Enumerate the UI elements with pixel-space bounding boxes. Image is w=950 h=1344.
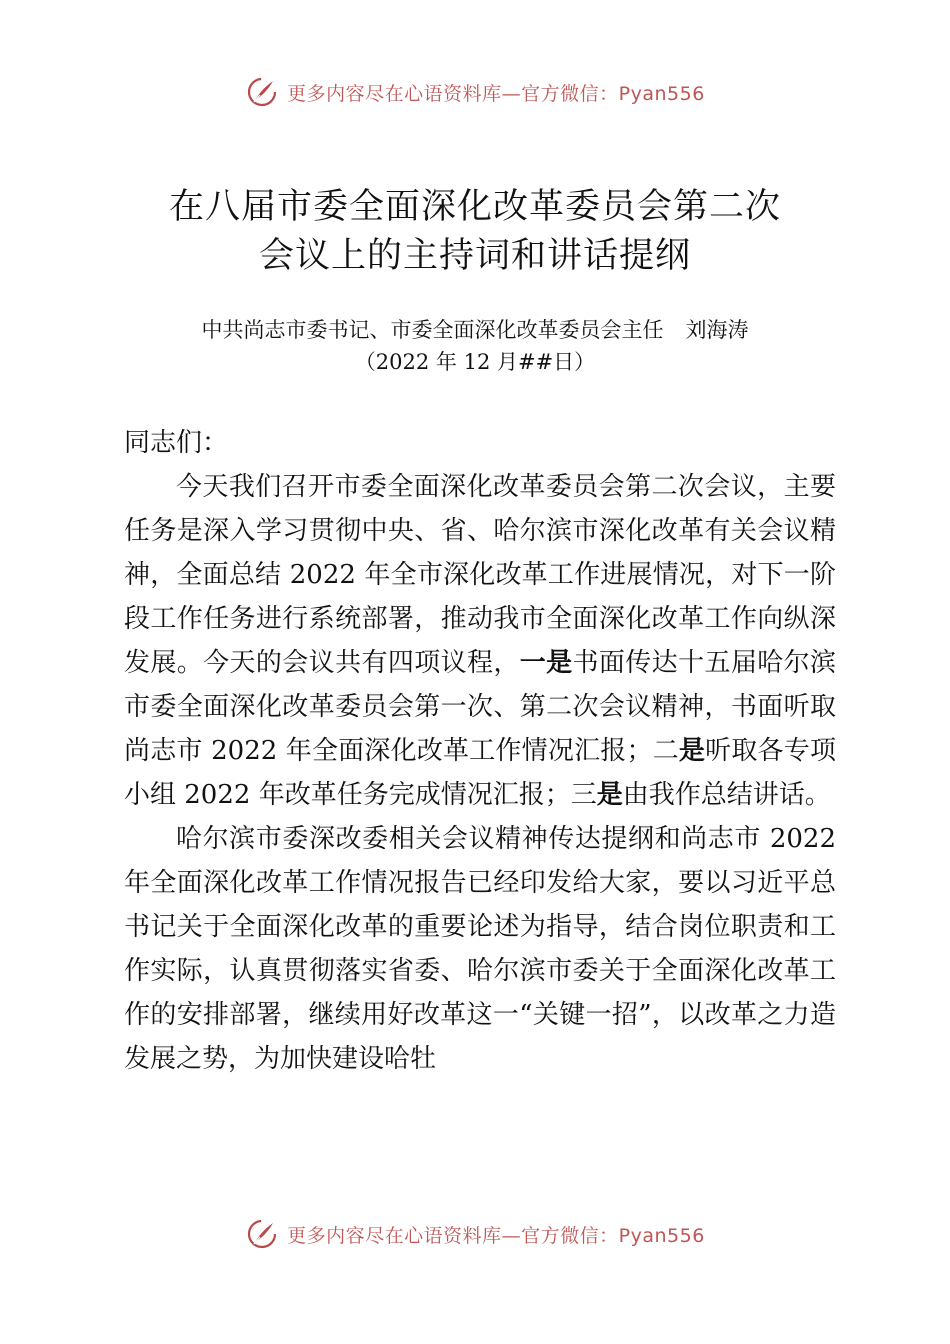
header-watermark-banner xyxy=(0,72,950,112)
emphasis-third: 是 xyxy=(596,780,623,810)
document-body xyxy=(124,421,836,1081)
footer-wechat-id: Pyan556 xyxy=(618,1224,705,1247)
quill-logo-icon xyxy=(245,1217,279,1251)
author-name: 刘海涛 xyxy=(685,318,749,342)
quill-logo-icon xyxy=(245,75,279,109)
paragraph-2: 哈尔滨市委深改委相关会议精神传达提纲和尚志市 2022 年全面深化改革工作情况报告已经印发给大家，要以习近平总书记关于全面深化改革的重要论述为指导，结合岗位职责和工作实际，认真贯彻落实省委、哈尔滨市委关于全面深化改革工作的安排部署，继续用好改革这一“关键一招”，以改革之力造发展之势，为加快建设哈牡 xyxy=(124,824,836,1074)
title-line-1: 在八届市委全面深化改革委员会第二次 xyxy=(168,187,781,227)
emphasis-first: 一是 xyxy=(519,648,573,678)
document-date: （2022 年 12 月##日） xyxy=(354,350,596,374)
header-wechat-id: Pyan556 xyxy=(618,82,705,105)
author-block xyxy=(0,314,950,378)
document-title xyxy=(0,183,950,281)
footer-banner-text: 更多内容尽在心语资料库—官方微信：Pyan556 xyxy=(287,1224,705,1247)
header-banner-text: 更多内容尽在心语资料库—官方微信：Pyan556 xyxy=(287,82,705,105)
author-line xyxy=(0,314,950,346)
paragraph-1: 今天我们召开市委全面深化改革委员会第二次会议，主要任务是深入学习贯彻中央、省、哈尔滨市深化改革有关会议精神，全面总结 2022 年全市深化改革工作进展情况，对下一阶段工作任务进行系统部署，推动我市全面深化改革工作向纵深发展。今天的会议共有四项议程，一是书面传达十五届哈尔滨市委全面深化改革委员会第一次、第二次会议精神，书面听取尚志市 2022 年全面深化改革工作情况汇报；二是听取各专项小组 2022 年改革任务完成情况汇报；三是由我作总结讲话。 xyxy=(124,472,836,810)
footer-watermark-banner xyxy=(0,1214,950,1254)
title-line-2: 会议上的主持词和讲话提纲 xyxy=(258,236,691,276)
author-role: 中共尚志市委书记、市委全面深化改革委员会主任 xyxy=(201,318,664,342)
emphasis-second: 是 xyxy=(678,736,706,766)
greeting: 同志们： xyxy=(124,428,229,458)
